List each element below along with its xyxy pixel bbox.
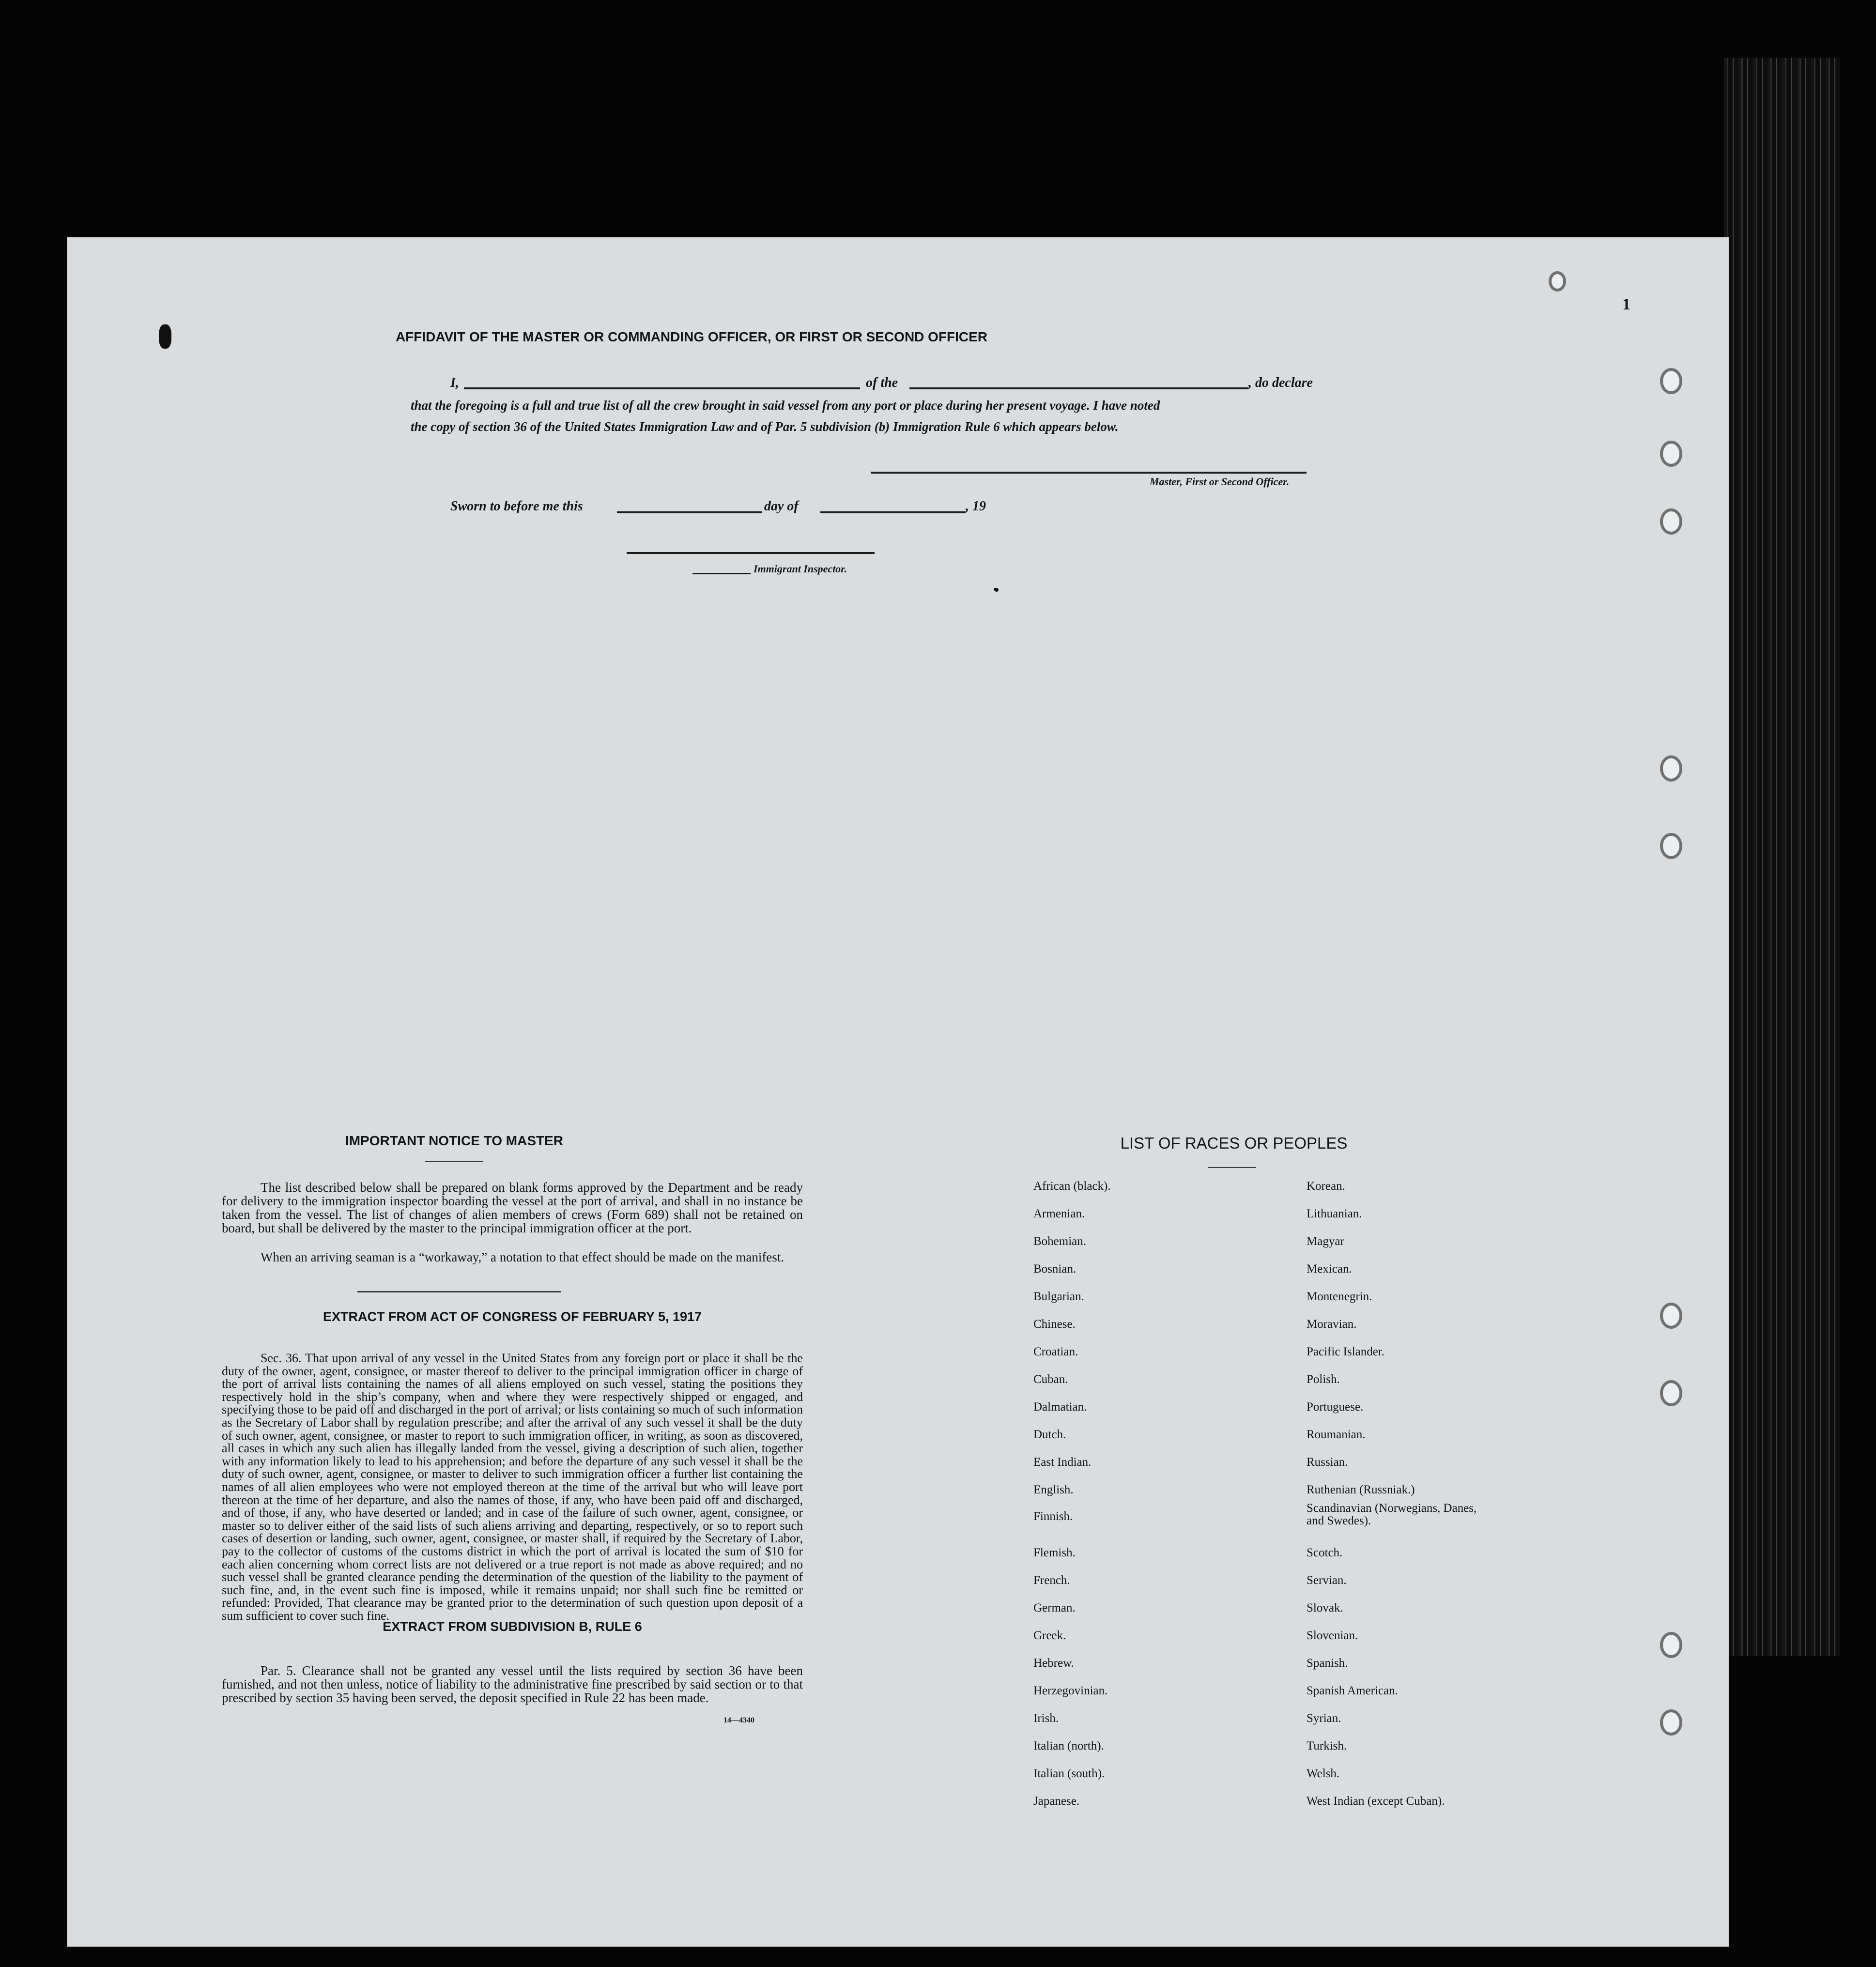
notice-title: IMPORTANT NOTICE TO MASTER [345,1133,564,1148]
punch-hole [1660,1632,1682,1658]
race-entry: French. [1033,1574,1070,1587]
affidavit-of-the: of the [866,375,898,390]
race-entry: West Indian (except Cuban). [1307,1795,1445,1808]
act-extract-title: EXTRACT FROM ACT OF CONGRESS OF FEBRUARY 5, 1917 [323,1309,702,1324]
race-entry: Greek. [1033,1629,1066,1642]
race-entry: Polish. [1307,1373,1340,1386]
race-entry: Ruthenian (Russniak.) [1307,1483,1415,1496]
punch-hole [1660,1709,1682,1736]
affidavit-do-declare: , do declare [1248,375,1313,390]
section-divider [357,1291,561,1292]
race-entry: Pacific Islander. [1307,1345,1385,1358]
inspector-caption: Immigrant Inspector. [753,563,847,575]
race-entry: Italian (south). [1033,1767,1105,1780]
notice-rule [425,1161,483,1162]
race-entry: Montenegrin. [1307,1290,1372,1303]
inspector-caption-dash [692,573,751,574]
master-signature-caption: Master, First or Second Officer. [1150,476,1290,488]
form-number: 14—4340 [723,1716,754,1724]
race-entry: Bulgarian. [1033,1290,1084,1303]
inspector-signature-line [627,552,875,554]
punch-hole [1549,271,1566,292]
affidavit-title: AFFIDAVIT OF THE MASTER OR COMMANDING OFFICER, OR FIRST OR SECOND OFFICER [395,329,988,344]
race-entry: Irish. [1033,1712,1059,1725]
sworn-day-blank [617,511,762,513]
races-title: LIST OF RACES OR PEOPLES [1120,1134,1348,1152]
race-entry: Portuguese. [1307,1400,1364,1414]
race-entry: Scotch. [1307,1546,1343,1559]
race-entry: Hebrew. [1033,1657,1074,1670]
sworn-day-of: day of [764,499,799,514]
film-edge-scratches [1724,58,1840,1656]
affidavit-i-label: I, [450,375,459,390]
race-entry: Italian (north). [1033,1739,1104,1752]
notice-para1: The list described below shall be prepared on blank forms approved by the Department and be ready for delivery to the immigration inspector boarding the vessel at the port of arrival, and shall in no instance be taken from the vessel. The list of changes of alien members of crews (Form 689) shall not be retained on board, but shall be delivered by the master to the principal immigration officer at the port. [222,1180,803,1235]
race-entry: African (black). [1033,1180,1111,1193]
race-entry: Lithuanian. [1307,1207,1362,1220]
master-signature-line [871,472,1307,474]
race-entry: Finnish. [1033,1510,1073,1523]
ink-speck [994,588,997,591]
punch-hole [1660,441,1682,467]
race-entry: Slovak. [1307,1601,1343,1614]
affidavit-line2: that the foregoing is a full and true list of all the crew brought in said vessel from any port or place during her present voyage. I have noted [411,398,1160,413]
race-entry: German. [1033,1601,1076,1614]
race-entry: Herzegovinian. [1033,1684,1108,1697]
race-entry: Roumanian. [1307,1428,1366,1441]
race-entry: Bohemian. [1033,1235,1087,1248]
race-entry: Flemish. [1033,1546,1076,1559]
race-entry: East Indian. [1033,1456,1092,1469]
race-entry: Welsh. [1307,1767,1340,1780]
race-entry: Chinese. [1033,1318,1076,1331]
rule-extract-title: EXTRACT FROM SUBDIVISION B, RULE 6 [383,1619,642,1634]
race-entry: Servian. [1307,1574,1347,1587]
act-extract-text: Sec. 36. That upon arrival of any vessel in the United States from any foreign port or place it shall be the duty of the owner, agent, consignee, or master thereof to deliver to the principal immigration officer in charge of the port of arrival lists containing the names of all aliens employed on such vessel, stating the positions they respectively hold in the ship’s company, when and where they were respectively shipped or engaged, and specifying those to be paid off and discharged in the port of arrival; or lists containing so much of such information as the Secretary of Labor shall by regulation prescribe; and after the arrival of any such vessel it shall be the duty of such owner, agent, consignee, or master to report to such immigration officer, in writing, as soon as discovered, all cases in which any such alien has illegally landed from the vessel, giving a description of such alien, together with any information likely to lead to his apprehension; and before the departure of any such vessel it shall be the duty of such owner, agent, consignee, or master to deliver to such immigration officer a further list containing the names of all alien employees who were not employed thereon at the time of the arrival but who will leave port thereon at the time of her departure, and also the names of those, if any, who have been paid off and discharged, and of those, if any, who have deserted or landed; and in case of the failure of such owner, agent, consignee, or master so to deliver either of the said lists of such aliens arriving and departing, respectively, or so to report such cases of desertion or landing, such owner, agent, consignee, or master shall, if required by the Secretary of Labor, pay to the collector of customs of the customs district in which the port of arrival is located the sum of $10 for each alien concerning whom correct lists are not delivered or a true report is not made as above required; and no such vessel shall be granted clearance pending the determination of the question of the liability to the payment of such fine, and, in the event such fine is imposed, while it remains unpaid; nor shall such fine be remitted or refunded: Provided, That clearance may be granted prior to the determination of such question upon deposit of a sum sufficient to cover such fine. [222,1351,803,1623]
race-entry: Spanish American. [1307,1684,1398,1697]
race-entry: Moravian. [1307,1318,1357,1331]
race-entry: Dutch. [1033,1428,1066,1441]
race-entry: Bosnian. [1033,1262,1076,1275]
punch-hole [1660,368,1682,394]
sworn-label: Sworn to before me this [450,499,583,514]
rule-extract-text: Par. 5. Clearance shall not be granted any vessel until the lists required by section 36 have been furnished, and not then unless, notice of liability to the administrative fine prescribed by said section or to that prescribed by section 35 having been served, the deposit specified in Rule 22 has been made. [222,1663,803,1705]
document-page [67,237,1729,1947]
sworn-year: , 19 [966,499,986,514]
corner-mark: 1 [1622,295,1630,313]
race-entry: Slovenian. [1307,1629,1358,1642]
race-entry: English. [1033,1483,1074,1496]
ink-speck [159,324,171,349]
race-entry: Armenian. [1033,1207,1085,1220]
race-entry: Korean. [1307,1180,1345,1193]
sworn-month-blank [820,511,966,513]
race-entry: Scandinavian (Norwegians, Danes, and Swedes). [1307,1502,1477,1527]
punch-hole [1660,508,1682,535]
race-entry: Dalmatian. [1033,1400,1087,1414]
punch-hole [1660,1303,1682,1329]
punch-hole [1660,833,1682,859]
race-entry: Japanese. [1033,1795,1080,1808]
race-entry: Magyar [1307,1235,1344,1248]
race-entry: Turkish. [1307,1739,1347,1752]
race-entry: Croatian. [1033,1345,1078,1358]
race-entry: Russian. [1307,1456,1348,1469]
punch-hole [1660,755,1682,782]
affidavit-line3: the copy of section 36 of the United States Immigration Law and of Par. 5 subdivision (b) Immigration Rule 6 which appears below. [411,419,1119,434]
name-blank [464,387,860,389]
race-entry: Syrian. [1307,1712,1341,1725]
race-entry: Mexican. [1307,1262,1352,1275]
race-entry: Cuban. [1033,1373,1068,1386]
punch-hole [1660,1380,1682,1406]
vessel-blank [909,387,1248,389]
race-entry: Spanish. [1307,1657,1348,1670]
races-rule [1208,1167,1256,1168]
notice-para2: When an arriving seaman is a “workaway,” a notation to that effect should be made on the manifest. [261,1250,784,1264]
